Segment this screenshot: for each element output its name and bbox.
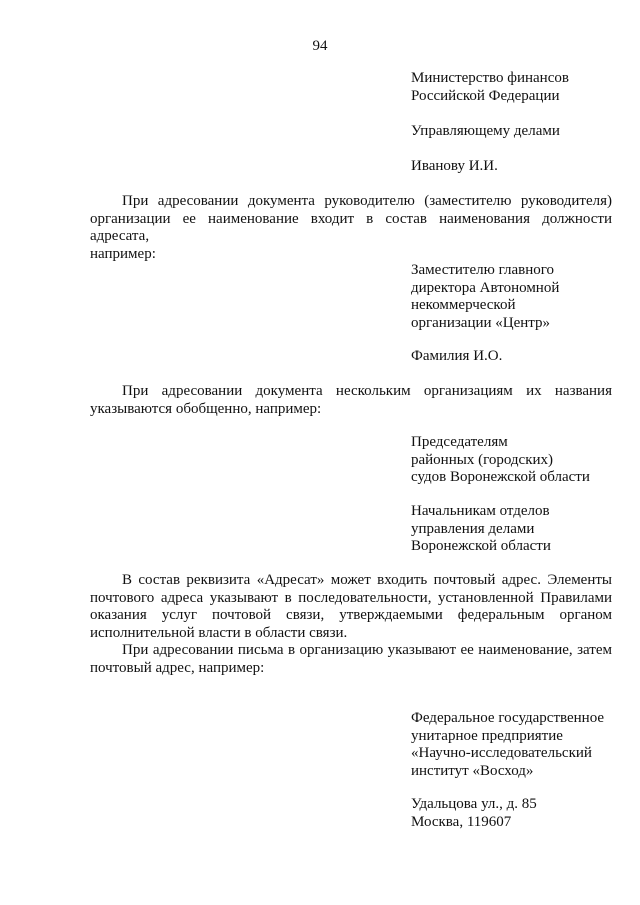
addressee-line: Фамилия И.О. — [411, 348, 503, 364]
addressee-departments — [411, 503, 626, 556]
addressee-line: институт «Восход» — [411, 762, 534, 779]
addressee-line: управления делами — [411, 520, 535, 537]
paragraph-3 — [90, 572, 612, 642]
addressee-enterprise — [411, 710, 626, 780]
addressee-line: Заместителю главного — [411, 262, 555, 278]
addressee-line: Воронежской области — [411, 538, 551, 554]
addressee-line: Федеральное государственное — [411, 710, 605, 726]
address-line: Москва, 119607 — [411, 813, 512, 830]
page-number: 94 — [312, 38, 328, 54]
addressee-line: некоммерческой — [411, 297, 516, 313]
address-line: Удальцова ул., д. 85 — [411, 796, 537, 812]
addressee-line: Начальникам отделов — [411, 503, 550, 519]
paragraph-line: При адресовании письма в организацию указывают ее наименование, затем — [122, 642, 612, 658]
paragraph-line: В состав реквизита «Адресат» может входить почтовый адрес. Элементы — [122, 572, 612, 588]
addressee-line: «Научно-исследовательский — [411, 745, 592, 761]
addressee-line: Председателям — [411, 434, 508, 450]
addressee-line: Иванову И.И. — [411, 158, 498, 174]
paragraph-line: организации ее наименование входит в состав наименования должности адресата, — [90, 210, 612, 244]
paragraph-line: исполнительной власти в области связи. — [90, 624, 348, 641]
addressee-courts — [411, 434, 626, 487]
addressee-surname — [411, 348, 626, 366]
paragraph-2 — [90, 383, 612, 418]
paragraph-line: При адресовании документа нескольким организациям их названия — [122, 383, 612, 399]
paragraph-line: указываются обобщенно, например: — [90, 400, 322, 417]
addressee-name — [411, 158, 626, 176]
addressee-line: унитарное предприятие — [411, 727, 563, 744]
paragraph-1 — [90, 193, 612, 263]
addressee-line: организации «Центр» — [411, 314, 551, 331]
addressee-line: директора Автономной — [411, 279, 560, 296]
addressee-position — [411, 123, 626, 141]
paragraph-line: оказания услуг почтовой связи, утверждаемыми федеральным органом — [90, 607, 612, 623]
addressee-line: районных (городских) — [411, 451, 554, 468]
addressee-line: Российской Федерации — [411, 87, 560, 104]
addressee-line: судов Воронежской области — [411, 469, 590, 485]
addressee-deputy — [411, 262, 626, 332]
addressee-line: Управляющему делами — [411, 123, 560, 139]
postal-address — [411, 796, 626, 831]
paragraph-line: например: — [90, 245, 156, 262]
paragraph-4 — [90, 642, 612, 677]
paragraph-line: почтового адреса указывают в последовательности, установленной Правилами — [90, 589, 612, 606]
addressee-ministry — [411, 70, 626, 105]
paragraph-line: При адресовании документа руководителю (заместителю руководителя) — [122, 193, 612, 209]
paragraph-line: почтовый адрес, например: — [90, 659, 265, 676]
addressee-line: Министерство финансов — [411, 70, 569, 86]
